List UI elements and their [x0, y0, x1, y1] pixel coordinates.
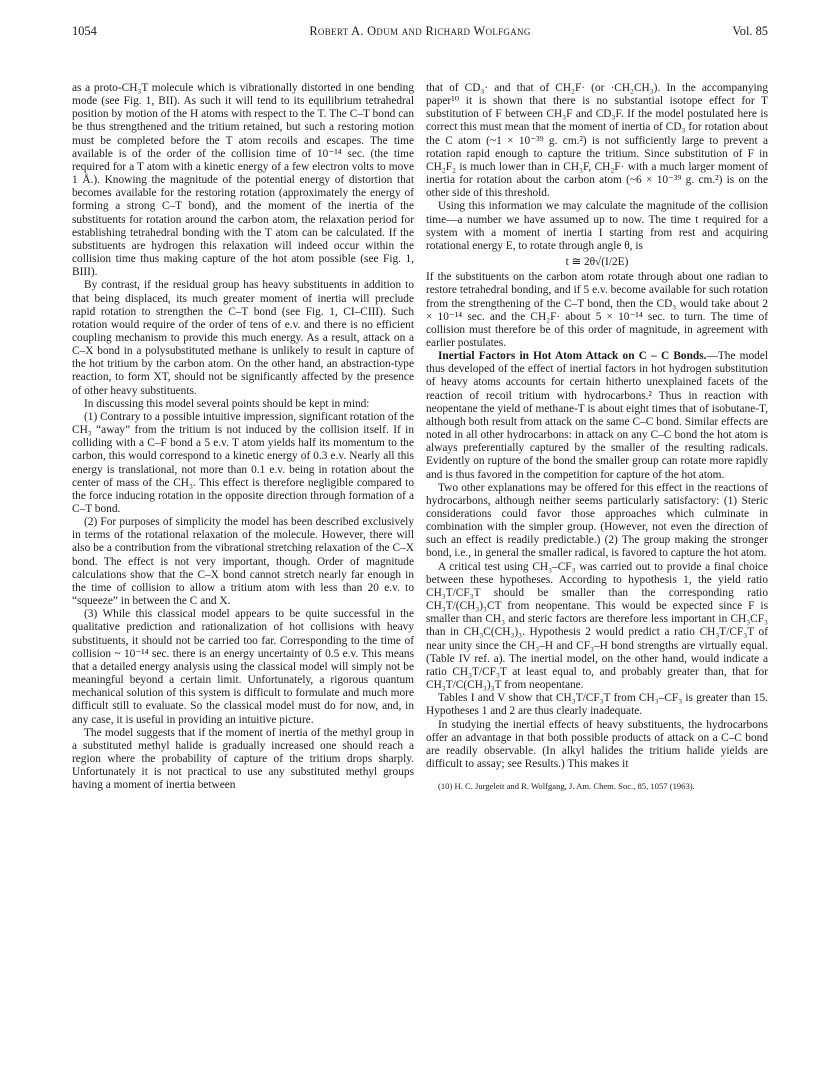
section-paragraph — [426, 350, 768, 482]
running-title: Robert A. Odum and Richard Wolfgang — [309, 24, 531, 38]
equation: t ≅ 2θ√(I/2E) — [565, 256, 629, 269]
volume-label: Vol. 85 — [732, 24, 768, 38]
paragraph: In studying the inertial effects of heavy substituents, the hydrocarbons offer an advantage in that both possible products of attack on a C–C bond are readily observable. (In alkyl halides the tritium halide yields are difficult to assay; see Results.) This makes it — [426, 718, 768, 770]
paragraph: (1) Contrary to a possible intuitive impression, significant rotation of the CH₃ “away” from the tritium is not induced by the collision itself. If in colliding with a C–F bond a 5 e.v. T atom yields half its momentum to the carbon, this would correspond to a kinetic energy of 0.3 e.v. Nearly all this energy is translational, not more than 0.1 e.v. being in rotation about the center of mass of the CH₃. This effect is therefore negligible compared to the force inducing rotation in the opposite direction through formation of a C–T bond. — [72, 410, 414, 515]
paragraph: Tables I and V show that CH₃T/CF₃T from CH₃–CF₃ is greater than 15. Hypotheses 1 and 2 are thus clearly inadequate. — [426, 692, 768, 718]
paragraph: If the substituents on the carbon atom rotate through about one radian to restore tetrahedral bonding, and if 5 e.v. become available for such rotation from the strengthening of the C–T bond, then the CD₃ would take about 2 × 10⁻¹⁴ sec. and the CH₂F· about 5 × 10⁻¹⁴ sec. to turn. The time of collision must therefore be of this order of magnitude, in agreement with earlier postulates. — [426, 271, 768, 349]
paragraph: that of CD₃· and that of CH₂F· (or ·CH₂CH₃). In the accompanying paper¹⁰ it is shown that there is no substantial isotope effect for T substitution of F between CH₃F and CD₃F. If the model postulated here is correct this must mean that the moment of inertia of CD₃ for rotation about the C atom (~1 × 10⁻³⁹ g. cm.²) is not sufficiently large to prevent a rotation rapid enough to capture the tritium. Since substitution of F in CH₂F₂ is much lower than in CH₃F, CH₂F· with a much larger moment of inertia for rotation about the carbon atom (~6 × 10⁻³⁹ g. cm.²) is on the other side of this threshold. — [426, 82, 768, 200]
paragraph: The model suggests that if the moment of inertia of the methyl group in a substituted methyl halide is gradually increased one should reach a region where the probability of capture of the tritium drops sharply. Unfortunately it is not practical to use any substituted methyl groups having a moment of inertia between — [72, 726, 414, 792]
running-header — [72, 24, 768, 42]
section-body: —The model thus developed of the effect of inertial factors in hot hydrogen substitution of heavy atoms accounts for certain hitherto unexplained facets of the reaction of recoil tritium with hydrocarbons.² Thus in reaction with neopentane the yield of methane-T is about eight times that of isobutane-T, although both result from attack on the same C–C bond. Similar effects are noted in all other hydrocarbons: in attack on any C–C bond the hot atom is always preferentially captured by the smaller of the resulting radicals. Evidently on rupture of the bond the smaller group can rotate more rapidly and is thus favored in the competition for capture of the hot atom. — [426, 350, 769, 481]
right-column — [426, 82, 768, 792]
paragraph: By contrast, if the residual group has heavy substituents in addition to that being displaced, its much greater moment of inertia will preclude rapid rotation to strengthen the C–T bond (see Fig. 1, CI–CIII). Such rotation would require of the order of tens of e.v. and there is no efficient coupling mechanism to provide this much energy. As a result, attack on a C–X bond in a polysubstituted methane is unlikely to result in capture of the hot tritium by the carbon atom. On the other hand, an abstraction-type reaction, to form XT, should not be significantly affected by the presence of other heavy substituents. — [72, 279, 414, 397]
paragraph: as a proto-CH₃T molecule which is vibrationally distorted in one bending mode (see Fig. 1, BII). As such it will tend to its equilibrium tetrahedral position by motion of the H atoms with respect to the T. The C–T bond can be thus strengthened and the tritium retained, but such a restoring motion must be completed before the T atom recoils and escapes. The time available is of the order of the collision time of 10⁻¹⁴ sec. (the time required for a T atom with a kinetic energy of a few electron volts to move 1 Å.). Knowing the magnitude of the potential energy of distortion that becomes available for the restoring rotation (approximately the energy of forming a strong C–T bond), and the moment of the inertia of the substituents for rotation around the carbon atom, the relaxation period for establishing tetrahedral bonding with the T atom can be calculated. If the substituents are hydrogen this relaxation will indeed occur within the collision time thus making capture of the hot atom possible (see Fig. 1, BIII). — [72, 82, 414, 279]
paragraph: (2) For purposes of simplicity the model has been described exclusively in terms of the rotational relaxation of the molecule. However, there will also be a contribution from the vibrational stretching relaxation of the C–X bond. The effect is not very important, though. Order of magnitude calculations show that the C–X bond cannot stretch nearly far enough in the time of collision to allow a tritium atom with less than 20 e.v. to “squeeze” in between the C and X. — [72, 516, 414, 608]
paragraph: Two other explanations may be offered for this effect in the reactions of hydrocarbons, although neither seems particularly satisfactory: (1) Steric considerations could favor those approaches which culminate in combination with the simpler group. (However, not even the direction of such an effect is readily predictable.) (2) The group making the stronger bond, i.e., in general the smaller radical, is favored to capture the hot atom. — [426, 481, 768, 560]
paragraph: A critical test using CH₃–CF₃ was carried out to provide a final choice between these hypotheses. According to hypothesis 1, the yield ratio CH₃T/CF₃T should be smaller than the corresponding ratio CH₃T/(CH₃)₃CT from neopentane. This would be expected since F is smaller than CH₃ and steric factors are therefore less important in CH₃CF₃ than in CH₃C(CH₃)₃. Hypothesis 2 would predict a ratio CH₃T/CF₃T of near unity since the CH₃–H and CF₃–H bond strengths are virtually equal. (Table IV ref. a). The inertial model, on the other hand, would indicate a ratio CH₃T/CF₃T at least equal to, and probably greater than, that for CH₃T/C(CH₃)₃T from neopentane. — [426, 560, 768, 692]
left-column — [72, 82, 414, 792]
paragraph: Using this information we may calculate the magnitude of the collision time—a number we have assumed up to now. The time t required for a system with a moment of inertia I starting from rest and acquiring rotational energy E, to rotate through angle θ, is — [426, 200, 768, 252]
footnote: (10) H. C. Jurgeleit and R. Wolfgang, J. Am. Chem. Soc., 85, 1057 (1963). — [438, 781, 695, 792]
section-heading: Inertial Factors in Hot Atom Attack on C – C Bonds. — [438, 350, 707, 363]
paragraph: (3) While this classical model appears to be quite successful in the qualitative prediction and rationalization of hot collisions with heavy substituents, it should not be carried too far. Corresponding to the time of collision ~ 10⁻¹⁴ sec. there is an energy uncertainty of 0.5 e.v. This means that a detailed energy analysis using the classical model will simply not be meaningful beyond a certain limit. Unfortunately, a rigorous quantum mechanical solution of this system is difficult to formulate and much more difficult still to evaluate. So the classical model must do for now, and, in any case, it is useful in providing an intuitive picture. — [72, 608, 414, 726]
paragraph: In discussing this model several points should be kept in mind: — [84, 397, 370, 410]
page-number: 1054 — [72, 24, 97, 38]
